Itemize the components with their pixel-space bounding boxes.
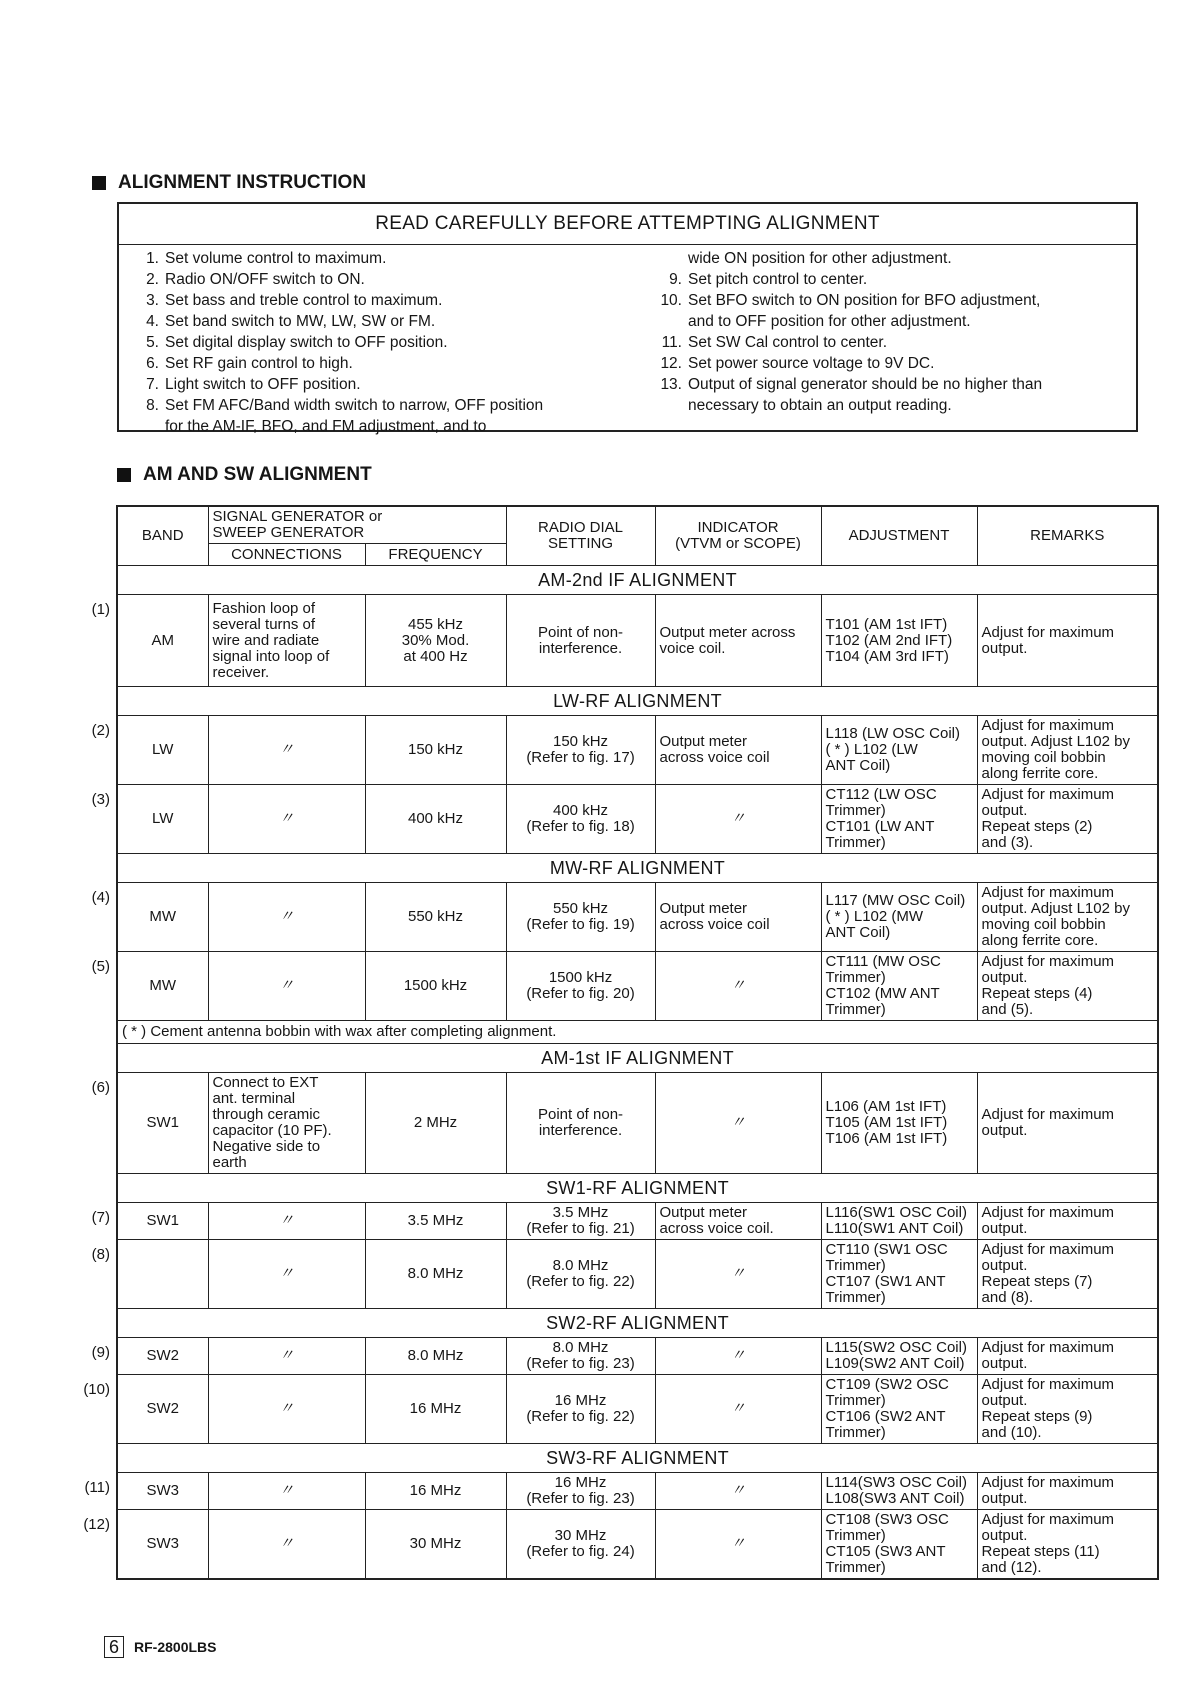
indicator-cell: Output meter across voice coil [655,716,821,785]
section-label: SW2-RF ALIGNMENT [117,1309,1158,1338]
section-title-text: AM AND SW ALIGNMENT [143,464,372,485]
instruction-box [117,202,1138,435]
section-row-am1 [117,1044,1158,1073]
connections-ditto: 〃 [208,952,365,1021]
table-row [117,1510,1158,1580]
table-row [117,1240,1158,1309]
header-band: BAND [117,506,208,566]
remarks-cell: Adjust for maximum output. [977,1203,1158,1240]
section-row-lw [117,687,1158,716]
instruction-item [656,332,1136,353]
band-cell: SW3 [117,1510,208,1580]
radio-dial-cell: 550 kHz (Refer to fig. 19) [506,883,655,952]
instruction-item [133,290,633,311]
step-number: (11) [84,1478,110,1496]
connections-cell: Fashion loop of several turns of wire and radiate signal into loop of receiver. [208,595,365,687]
instruction-item [656,248,1136,269]
remarks-cell: Adjust for maximum output. Repeat steps (2) and (3). [977,785,1158,854]
connections-ditto: 〃 [208,1375,365,1444]
connections-ditto: 〃 [208,716,365,785]
alignment-table [116,505,1159,1580]
frequency-cell: 150 kHz [365,716,506,785]
indicator-ditto: 〃 [655,1073,821,1174]
frequency-cell: 550 kHz [365,883,506,952]
indicator-ditto: 〃 [655,1338,821,1375]
table-row [117,1338,1158,1375]
instruction-number: 11. [661,334,682,351]
frequency-cell: 400 kHz [365,785,506,854]
step-number: (1) [91,600,110,618]
section-label: SW1-RF ALIGNMENT [117,1174,1158,1203]
table-row [117,883,1158,952]
header-adjustment: ADJUSTMENT [821,506,977,566]
frequency-cell: 16 MHz [365,1375,506,1444]
band-cell: LW [117,716,208,785]
instruction-item [656,353,1136,374]
remarks-cell: Adjust for maximum output. [977,595,1158,687]
band-cell [117,1240,208,1309]
instruction-text: Radio ON/OFF switch to ON. [165,271,365,288]
section-title-text: ALIGNMENT INSTRUCTION [118,172,367,193]
square-bullet-icon [117,468,131,482]
band-cell: SW1 [117,1073,208,1174]
instruction-item [133,248,633,269]
adjustment-cell: L118 (LW OSC Coil) ( * ) L102 (LW ANT Coil) [821,716,977,785]
section-row-sw1 [117,1174,1158,1203]
frequency-cell: 8.0 MHz [365,1240,506,1309]
instruction-number: 7. [146,376,159,393]
remarks-cell: Adjust for maximum output. Adjust L102 by moving coil bobbin along ferrite core. [977,883,1158,952]
band-cell: MW [117,952,208,1021]
band-cell: MW [117,883,208,952]
section-row-am2 [117,566,1158,595]
band-cell: SW1 [117,1203,208,1240]
connections-ditto: 〃 [208,883,365,952]
adjustment-cell: L106 (AM 1st IFT) T105 (AM 1st IFT) T106 (AM 1st IFT) [821,1073,977,1174]
instruction-text: Set bass and treble control to maximum. [165,292,443,309]
instruction-text: Set pitch control to center. [688,271,868,288]
connections-cell: Connect to EXT ant. terminal through ceramic capacitor (10 PF). Negative side to earth [208,1073,365,1174]
instruction-text: Set SW Cal control to center. [688,334,888,351]
adjustment-cell: CT111 (MW OSC Trimmer) CT102 (MW ANT Trimmer) [821,952,977,1021]
radio-dial-cell: 3.5 MHz (Refer to fig. 21) [506,1203,655,1240]
instruction-text: Output of signal generator should be no higher than necessary to obtain an output reading. [688,376,1043,414]
step-number: (6) [91,1078,110,1096]
remarks-cell: Adjust for maximum output. Repeat steps (11) and (12). [977,1510,1158,1580]
instruction-item [656,290,1136,332]
section-label: SW3-RF ALIGNMENT [117,1444,1158,1473]
indicator-cell: Output meter across voice coil [655,883,821,952]
header-row [117,506,1158,544]
header-remarks: REMARKS [977,506,1158,566]
header-signal-generator: SIGNAL GENERATOR or SWEEP GENERATOR [208,506,506,544]
band-cell: SW3 [117,1473,208,1510]
section-label: MW-RF ALIGNMENT [117,854,1158,883]
band-cell: SW2 [117,1375,208,1444]
header-frequency: FREQUENCY [365,544,506,566]
instruction-number [656,248,688,269]
instruction-number: 1. [146,250,159,267]
radio-dial-cell: 150 kHz (Refer to fig. 17) [506,716,655,785]
header-connections: CONNECTIONS [208,544,365,566]
connections-ditto: 〃 [208,1473,365,1510]
instruction-item [133,395,633,437]
table-row [117,952,1158,1021]
square-bullet-icon [92,176,106,190]
header-radio-dial: RADIO DIAL SETTING [506,506,655,566]
remarks-cell: Adjust for maximum output. [977,1073,1158,1174]
adjustment-cell: CT112 (LW OSC Trimmer) CT101 (LW ANT Trimmer) [821,785,977,854]
indicator-ditto: 〃 [655,1473,821,1510]
adjustment-cell: CT109 (SW2 OSC Trimmer) CT106 (SW2 ANT Trimmer) [821,1375,977,1444]
instruction-item [133,269,633,290]
radio-dial-cell: Point of non- interference. [506,1073,655,1174]
table-row [117,1375,1158,1444]
cement-note: ( * ) Cement antenna bobbin with wax after completing alignment. [117,1021,1158,1044]
remarks-cell: Adjust for maximum output. [977,1473,1158,1510]
section-row-sw2 [117,1309,1158,1338]
indicator-cell: Output meter across voice coil. [655,595,821,687]
frequency-cell: 455 kHz 30% Mod. at 400 Hz [365,595,506,687]
section-am-sw-alignment-title [117,464,372,486]
remarks-cell: Adjust for maximum output. Repeat steps (4) and (5). [977,952,1158,1021]
model-number: RF-2800LBS [134,1639,217,1655]
band-cell: SW2 [117,1338,208,1375]
adjustment-cell: L116(SW1 OSC Coil) L110(SW1 ANT Coil) [821,1203,977,1240]
section-row-mw [117,854,1158,883]
adjustment-cell: L114(SW3 OSC Coil) L108(SW3 ANT Coil) [821,1473,977,1510]
instruction-item [656,374,1136,416]
instruction-item [656,269,1136,290]
instruction-item [133,311,633,332]
table-row [117,1073,1158,1174]
remarks-cell: Adjust for maximum output. [977,1338,1158,1375]
instruction-number: 13. [660,376,682,393]
connections-ditto: 〃 [208,1510,365,1580]
connections-ditto: 〃 [208,1338,365,1375]
step-number: (10) [83,1380,110,1398]
radio-dial-cell: 16 MHz (Refer to fig. 23) [506,1473,655,1510]
band-cell: LW [117,785,208,854]
instruction-number: 6. [146,355,159,372]
header-indicator: INDICATOR (VTVM or SCOPE) [655,506,821,566]
page-footer [104,1636,216,1658]
instruction-text: Set digital display switch to OFF position. [165,334,448,351]
step-number: (12) [83,1515,110,1533]
note-row [117,1021,1158,1044]
step-number: (5) [91,957,110,975]
section-label: LW-RF ALIGNMENT [117,687,1158,716]
frequency-cell: 1500 kHz [365,952,506,1021]
instruction-text: Set power source voltage to 9V DC. [688,355,935,372]
instruction-number: 8. [146,397,159,414]
adjustment-cell: CT110 (SW1 OSC Trimmer) CT107 (SW1 ANT Trimmer) [821,1240,977,1309]
instruction-number: 3. [146,292,159,309]
step-number: (4) [91,888,110,906]
frequency-cell: 3.5 MHz [365,1203,506,1240]
step-number: (3) [91,790,110,808]
instruction-text: Set band switch to MW, LW, SW or FM. [165,313,436,330]
instruction-item [133,332,633,353]
radio-dial-cell: 8.0 MHz (Refer to fig. 22) [506,1240,655,1309]
remarks-cell: Adjust for maximum output. Adjust L102 by moving coil bobbin along ferrite core. [977,716,1158,785]
step-number: (9) [91,1343,110,1361]
instruction-item [133,374,633,395]
frequency-cell: 8.0 MHz [365,1338,506,1375]
frequency-cell: 30 MHz [365,1510,506,1580]
radio-dial-cell: 1500 kHz (Refer to fig. 20) [506,952,655,1021]
step-number: (8) [91,1245,110,1263]
adjustment-cell: CT108 (SW3 OSC Trimmer) CT105 (SW3 ANT Trimmer) [821,1510,977,1580]
radio-dial-cell: 30 MHz (Refer to fig. 24) [506,1510,655,1580]
frequency-cell: 2 MHz [365,1073,506,1174]
table-row [117,1203,1158,1240]
remarks-cell: Adjust for maximum output. Repeat steps (9) and (10). [977,1375,1158,1444]
connections-ditto: 〃 [208,1203,365,1240]
instruction-number: 2. [146,271,159,288]
instruction-text: wide ON position for other adjustment. [688,250,952,267]
indicator-ditto: 〃 [655,952,821,1021]
section-label: AM-1st IF ALIGNMENT [117,1044,1158,1073]
instruction-number: 4. [146,313,159,330]
instruction-text: Set BFO switch to ON position for BFO adjustment, and to OFF position for other adjustment. [688,292,1041,330]
instruction-text: Set RF gain control to high. [165,355,353,372]
instructions-left-column [133,248,633,437]
table-row [117,595,1158,687]
radio-dial-cell: 16 MHz (Refer to fig. 22) [506,1375,655,1444]
adjustment-cell: L117 (MW OSC Coil) ( * ) L102 (MW ANT Coil) [821,883,977,952]
indicator-ditto: 〃 [655,1510,821,1580]
table-row [117,785,1158,854]
table-row [117,716,1158,785]
radio-dial-cell: 400 kHz (Refer to fig. 18) [506,785,655,854]
step-number: (7) [91,1208,110,1226]
instructions-right-column [656,248,1136,416]
instruction-text: Set FM AFC/Band width switch to narrow, OFF position for the AM-IF, BFO, and FM adjustment, and to [165,397,544,435]
adjustment-cell: T101 (AM 1st IFT) T102 (AM 2nd IFT) T104 (AM 3rd IFT) [821,595,977,687]
radio-dial-cell: 8.0 MHz (Refer to fig. 23) [506,1338,655,1375]
table-row [117,1473,1158,1510]
section-label: AM-2nd IF ALIGNMENT [117,566,1158,595]
indicator-ditto: 〃 [655,1240,821,1309]
page-number: 6 [104,1636,124,1658]
alignment-table-wrap [116,505,1157,1580]
section-alignment-instruction-title [92,172,366,194]
instruction-text: Set volume control to maximum. [165,250,387,267]
instruction-number: 9. [669,271,682,288]
indicator-cell: Output meter across voice coil. [655,1203,821,1240]
adjustment-cell: L115(SW2 OSC Coil) L109(SW2 ANT Coil) [821,1338,977,1375]
instruction-number: 12. [660,355,682,372]
radio-dial-cell: Point of non- interference. [506,595,655,687]
remarks-cell: Adjust for maximum output. Repeat steps (7) and (8). [977,1240,1158,1309]
instruction-item [133,353,633,374]
indicator-ditto: 〃 [655,785,821,854]
indicator-ditto: 〃 [655,1375,821,1444]
instruction-number: 10. [660,292,682,309]
step-number: (2) [91,721,110,739]
frequency-cell: 16 MHz [365,1473,506,1510]
instruction-number: 5. [146,334,159,351]
read-carefully-header: READ CAREFULLY BEFORE ATTEMPTING ALIGNMENT [119,204,1136,245]
section-row-sw3 [117,1444,1158,1473]
band-cell: AM [117,595,208,687]
instruction-text: Light switch to OFF position. [165,376,361,393]
connections-ditto: 〃 [208,785,365,854]
connections-ditto: 〃 [208,1240,365,1309]
